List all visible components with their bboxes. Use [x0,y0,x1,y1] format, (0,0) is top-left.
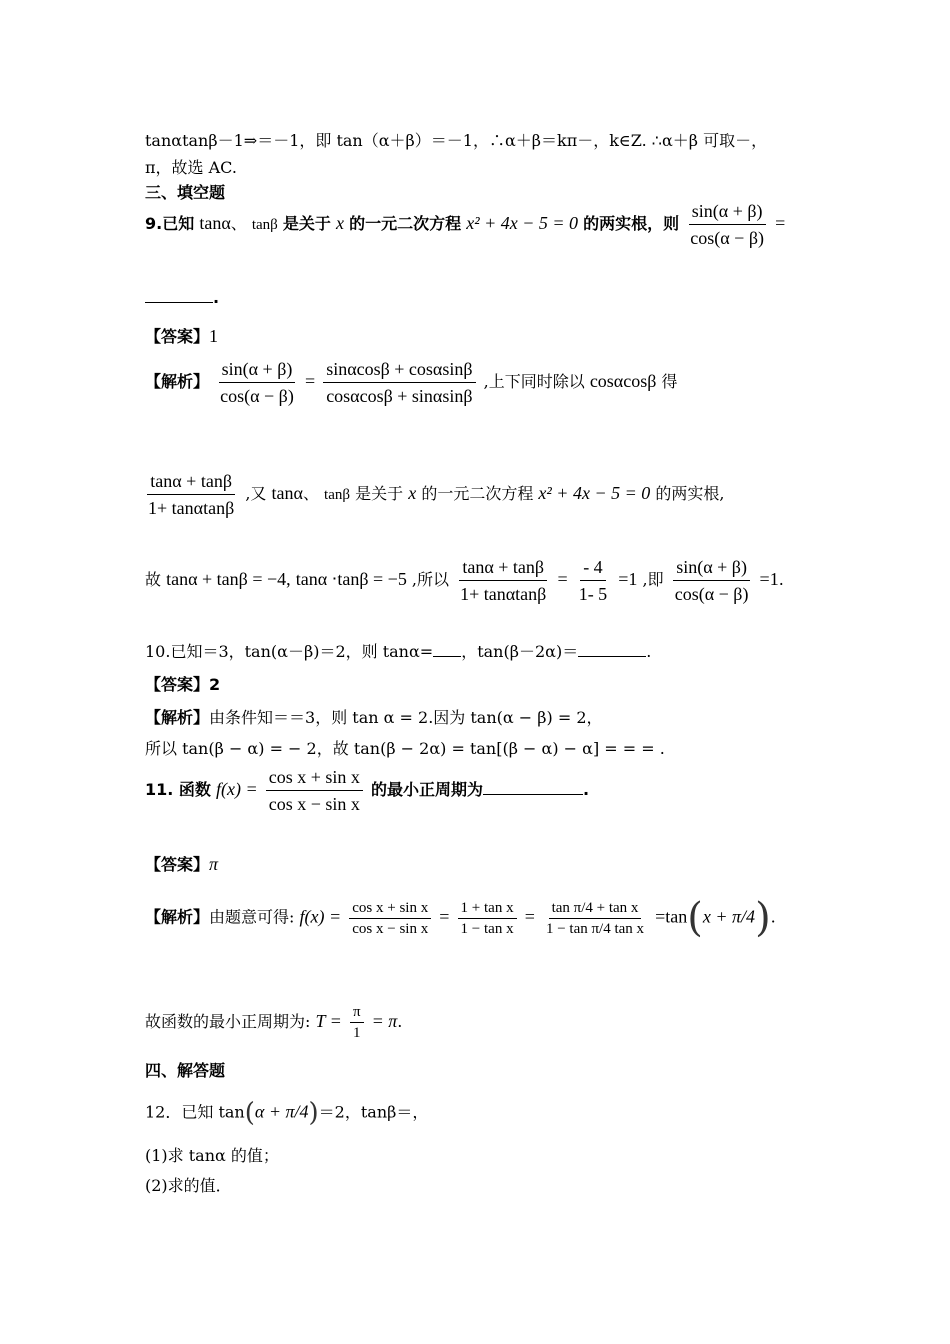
q11-answer-blank[interactable] [483,782,583,795]
q10-answer: 【答案】2 [145,675,221,694]
q8-line1 [145,128,767,151]
q9-solution-line2: $\frac{\tan\alpha + \tan\beta}{1+ \tan\alpha\tan\beta}$ ,又 tanα、 tanβ 是关于 x 的一元二次方程 x² + 4x − 5 = 0 的两实根, [145,468,724,521]
q12-part-1: (1)求 tanα 的值； [145,1146,279,1165]
q11-answer: 【答案】π [145,854,219,874]
q10-blank-2[interactable] [578,644,646,657]
q9-answer: 【答案】1 [145,326,219,346]
section-title-fill-in: 三、填空题 [145,183,226,202]
q9-blank-line: . [145,288,219,307]
section-title-solve: 四、解答题 [145,1061,226,1080]
q8-line2 [145,155,237,178]
question-12: 12．已知 tan(α + π/4)＝2，tanβ＝， [145,1098,429,1128]
q11-solution: 【解析】由题意可得: f(x) = $\frac{\text{cos x + sin x}}{\text{cos x − sin x}}$ = $\frac{\text{1 + tan x}}{\text{1 − tan x}}$ = $\frac{\text{tan π/4 + tan x}}{\text{1 − tan π/4 tan x}}$ =tan(x + π/4). [145,895,776,941]
q12-part-2: (2)求的值． [145,1176,232,1195]
q8-text-1: tanαtanβ－1⇒＝－1，即 tan（α＋β）＝－1，∴α＋β＝kπ－，k∈Z. ∴α＋β 可取－， [145,131,768,150]
q9-answer-blank[interactable] [145,288,213,303]
question-9: 9.已知 tanα、 tanβ 是关于 x 的一元二次方程 x² + 4x − 5 = 0 的两实根，则 $\frac{\sin(\alpha + \beta)}{\cos(\alpha - \beta)}$ = [145,198,785,251]
q10-blank-1[interactable] [433,644,461,657]
q8-text-2: π，故选 AC. [145,158,237,177]
q9-solution-line1: 【解析】 $\frac{\sin(\alpha + \beta)}{\cos(\alpha - \beta)}$ = $\frac{\sin\alpha\cos\beta + \cos\alpha\sin\beta}{\cos\alpha\cos\beta + \sin\alpha\sin\beta}$ ,上下同时除以 cosαcosβ 得 [145,356,678,409]
question-11: 11. 函数 f(x) = $\frac{\text{cos x + sin x}}{\text{cos x − sin x}}$ 的最小正周期为 . [145,764,589,817]
question-10: 10.已知＝3，tan(α－β)＝2，则 tanα= ，tan(β－2α)＝ . [145,642,652,661]
q10-solution-line1: 【解析】由条件知＝＝3，则 tan α = 2.因为 tan(α − β) = 2， [145,708,603,727]
q9-solution-line3: 故 tanα + tanβ = −4, tanα ⋅tanβ = −5 ,所以 $\frac{\tan\alpha + \tan\beta}{1+ \tan\alpha\tan\beta}$ = $\frac{- 4}{1- 5}$ =1 ,即 $\frac{\sin(\alpha + \beta)}{\cos(\alpha - \beta)}$ =1. [145,554,784,607]
q11-period: 故函数的最小正周期为: T = $\frac{\pi}{1}$ = π. [145,1004,403,1041]
q9-fraction: $\frac{\sin(\alpha + \beta)}{\cos(\alpha - \beta)}$ [687,198,767,251]
q10-solution-line2: 所以 tan(β − α) = − 2，故 tan(β − 2α) = tan[(β − α) − α] = = = . [145,739,665,758]
